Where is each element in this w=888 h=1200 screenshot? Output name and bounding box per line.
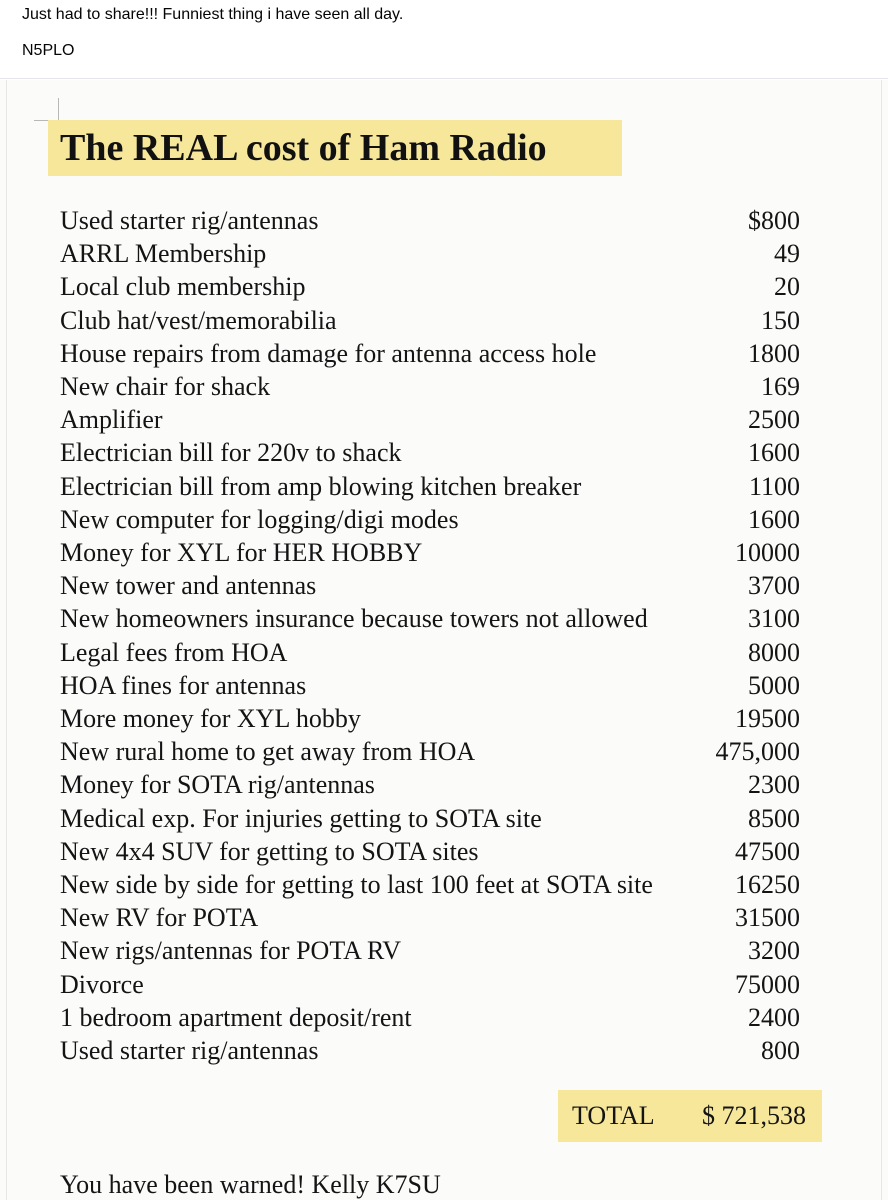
item-label: Electrician bill from amp blowing kitchen breaker [60,472,582,501]
list-item [60,204,812,238]
item-amount: 1800 [748,339,800,368]
item-amount: 169 [761,372,800,401]
list-item [60,370,812,404]
item-amount: 3100 [748,604,800,633]
item-amount: 5000 [748,671,800,700]
item-label: Amplifier [60,405,163,434]
item-amount: 16250 [735,870,800,899]
list-item [60,636,812,670]
item-label: New 4x4 SUV for getting to SOTA sites [60,837,479,866]
warning-signature: You have been warned! Kelly K7SU [60,1170,441,1199]
item-label: Medical exp. For injuries getting to SOTA site [60,804,542,833]
item-label: Legal fees from HOA [60,638,288,667]
list-item [60,1001,812,1035]
post-signature: N5PLO [22,42,75,59]
item-amount: 800 [761,1036,800,1065]
photo-right-edge [881,80,882,1200]
item-label: New computer for logging/digi modes [60,505,459,534]
document-title: The REAL cost of Ham Radio [48,120,622,176]
item-label: Used starter rig/antennas [60,1036,319,1065]
list-item [60,868,812,902]
list-item [60,536,812,570]
item-label: New rigs/antennas for POTA RV [60,936,402,965]
list-item [60,403,812,437]
item-label: Money for SOTA rig/antennas [60,770,375,799]
list-item [60,768,812,802]
item-amount: 75000 [735,970,800,999]
list-item [60,270,812,304]
item-amount: 3700 [748,571,800,600]
item-label: New rural home to get away from HOA [60,737,476,766]
total-highlight [558,1090,822,1142]
photo-left-edge [6,80,7,1200]
item-amount: 8500 [748,804,800,833]
item-label: Electrician bill for 220v to shack [60,438,402,467]
item-label: New tower and antennas [60,571,317,600]
list-item [60,835,812,869]
list-item [60,802,812,836]
item-label: Club hat/vest/memorabilia [60,306,337,335]
item-label: 1 bedroom apartment deposit/rent [60,1003,412,1032]
item-label: Local club membership [60,272,306,301]
list-item [60,602,812,636]
item-amount: 1600 [748,438,800,467]
item-amount: 20 [774,272,800,301]
item-amount: $800 [748,206,800,235]
item-label: Money for XYL for HER HOBBY [60,538,423,567]
item-label: HOA fines for antennas [60,671,307,700]
total-label: TOTAL [572,1101,655,1130]
item-amount: 475,000 [715,737,800,766]
item-amount: 2400 [748,1003,800,1032]
list-item [60,702,812,736]
list-item [60,237,812,271]
post-photo[interactable] [0,80,888,1200]
item-label: House repairs from damage for antenna access hole [60,339,597,368]
item-label: New chair for shack [60,372,271,401]
item-label: New homeowners insurance because towers not allowed [60,604,648,633]
item-amount: 47500 [735,837,800,866]
item-amount: 2300 [748,770,800,799]
item-amount: 150 [761,306,800,335]
post-header [0,0,888,79]
list-item [60,901,812,935]
list-item [60,934,812,968]
item-amount: 10000 [735,538,800,567]
list-item [60,503,812,537]
item-label: More money for XYL hobby [60,704,361,733]
list-item [60,470,812,504]
list-item [60,304,812,338]
item-amount: 8000 [748,638,800,667]
item-amount: 31500 [735,903,800,932]
list-item [60,968,812,1002]
item-label: New side by side for getting to last 100 feet at SOTA site [60,870,653,899]
list-item [60,669,812,703]
item-amount: 2500 [748,405,800,434]
item-label: New RV for POTA [60,903,259,932]
list-item [60,735,812,769]
item-amount: 19500 [735,704,800,733]
post-text: Just had to share!!! Funniest thing i have seen all day. [22,6,404,23]
list-item [60,436,812,470]
item-amount: 3200 [748,936,800,965]
item-label: Used starter rig/antennas [60,206,319,235]
item-amount: 49 [774,239,800,268]
total-value: $ 721,538 [702,1101,806,1130]
list-item [60,337,812,371]
item-amount: 1100 [748,472,800,501]
list-item [60,1034,812,1068]
list-item [60,569,812,603]
item-label: ARRL Membership [60,239,267,268]
item-label: Divorce [60,970,144,999]
item-amount: 1600 [748,505,800,534]
